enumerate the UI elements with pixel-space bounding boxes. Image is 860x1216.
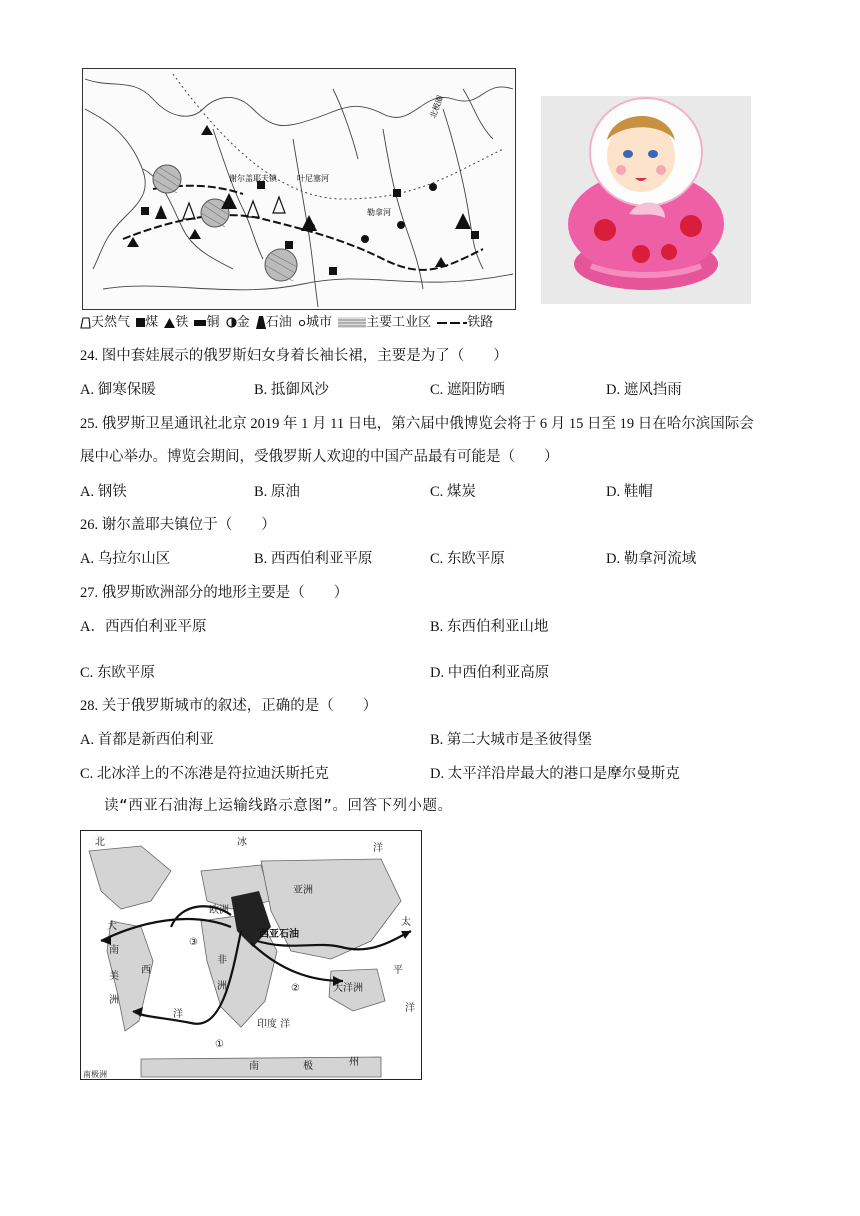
label-ice: 冰 [237, 837, 247, 848]
antarctica-shape [141, 1057, 381, 1077]
q27-option-c[interactable]: C. 东欧平原 [80, 665, 155, 681]
q24-option-c[interactable]: C. 遮阳防晒 [430, 382, 505, 398]
legend-item-railway: 铁路 [437, 315, 493, 330]
legend-item-coal: 煤 [136, 315, 162, 330]
label-yang1: 洋 [173, 1009, 183, 1020]
label-ant1: 南 [249, 1061, 259, 1072]
q26-option-c[interactable]: C. 东欧平原 [430, 551, 505, 567]
label-route-2: ② [291, 983, 300, 994]
label-tai: 太 [401, 917, 411, 928]
legend-item-industry: 主要工业区 [338, 315, 435, 330]
label-europe: 欧洲 [209, 905, 229, 916]
coal-icon [136, 318, 145, 327]
q25-option-d[interactable]: D. 鞋帽 [606, 484, 653, 500]
matryoshka-doll-photo [541, 96, 751, 304]
gold-icon [226, 317, 237, 328]
north-america-shape [89, 846, 171, 909]
q26-option-a[interactable]: A. 乌拉尔山区 [80, 551, 171, 567]
river-label-2: 勒拿河 [367, 208, 391, 217]
q27-option-a[interactable]: A．西西伯利亚平原 [80, 619, 207, 635]
label-xi: 西 [141, 965, 151, 976]
oil-route-map-svg [81, 831, 421, 1079]
q24-option-a[interactable]: A. 御寒保暖 [80, 382, 156, 398]
label-yang2: 洋 [405, 1003, 415, 1014]
q24-option-d[interactable]: D. 遮风挡雨 [606, 382, 682, 398]
copper-icon [194, 320, 206, 326]
q28-option-c[interactable]: C. 北冰洋上的不冻港是符拉迪沃斯托克 [80, 766, 329, 782]
label-indian: 印度 洋 [257, 1019, 291, 1030]
label-ping: 平 [393, 965, 403, 976]
label-sa1: 南 [109, 945, 119, 956]
q26-option-b[interactable]: B. 西西伯利亚平原 [254, 551, 373, 567]
gas-icon [80, 317, 91, 329]
label-africa1: 非 [217, 955, 227, 966]
label-corner: 南极洲 [83, 1070, 107, 1079]
label-north: 北 [95, 837, 105, 848]
railway-icon [437, 319, 467, 327]
legend-item-copper: 铜 [194, 315, 223, 330]
label-oil: 西亚石油 [259, 929, 299, 940]
legend-item-oil: 石油 [256, 315, 296, 330]
q28-option-d[interactable]: D. 太平洋沿岸最大的港口是摩尔曼斯克 [430, 766, 680, 782]
label-route-1: ① [215, 1039, 224, 1050]
oil-icon [256, 316, 266, 329]
label-ant2: 极 [303, 1061, 313, 1072]
q24-option-b[interactable]: B. 抵御风沙 [254, 382, 329, 398]
map-legend [80, 311, 495, 330]
label-oceania: 大洋洲 [333, 983, 363, 994]
label-africa2: 洲 [217, 981, 227, 992]
legend-item-iron: 铁 [164, 315, 192, 330]
legend-item-gold: 金 [226, 315, 254, 330]
q26-option-d[interactable]: D. 勒拿河流域 [606, 551, 697, 567]
industry-icon [338, 317, 366, 328]
city-icon [298, 319, 306, 327]
city-label-1: 谢尔盖耶夫镇 [229, 174, 277, 183]
label-sa2: 美 [109, 971, 119, 982]
label-sa3: 洲 [109, 995, 119, 1006]
q25-option-b[interactable]: B. 原油 [254, 484, 300, 500]
legend-item-city: 城市 [298, 315, 336, 330]
q28-option-a[interactable]: A. 首都是新西伯利亚 [80, 732, 214, 748]
label-route-3: ③ [189, 937, 198, 948]
river-label-1: 叶尼塞河 [297, 174, 329, 183]
label-ant3: 州 [349, 1057, 359, 1068]
q25-option-c[interactable]: C. 煤炭 [430, 484, 476, 500]
question-25-stem-line2: 展中心举办。博览会期间，受俄罗斯人欢迎的中国产品最有可能是（ ） [80, 449, 559, 465]
q28-option-b[interactable]: B. 第二大城市是圣彼得堡 [430, 732, 592, 748]
arctic-label: 北极圈 [428, 94, 446, 120]
matryoshka-doll-icon [541, 96, 751, 304]
q27-option-d[interactable]: D. 中西伯利亚高原 [430, 665, 550, 681]
question-28-stem: 28. 关于俄罗斯城市的叙述，正确的是（ ） [80, 698, 378, 714]
question-26-stem: 26. 谢尔盖耶夫镇位于（ ） [80, 517, 276, 533]
legend-item-gas: 天然气 [80, 315, 134, 330]
russia-resource-map [82, 68, 516, 310]
oil-route-map [80, 830, 422, 1080]
label-asia: 亚洲 [293, 885, 313, 896]
label-ocean-n: 洋 [373, 843, 383, 854]
map-intro-text: 读“西亚石油海上运输线路示意图”。回答下列小题。 [104, 798, 453, 814]
q27-option-b[interactable]: B. 东西伯利亚山地 [430, 619, 549, 635]
question-27-stem: 27. 俄罗斯欧洲部分的地形主要是（ ） [80, 585, 349, 601]
iron-icon [164, 318, 175, 328]
asia-shape [261, 859, 401, 959]
label-da: 大 [107, 921, 117, 932]
question-25-stem: 25. 俄罗斯卫星通讯社北京 2019 年 1 月 11 日电，第六届中俄博览会将于 6 月 15 日至 19 日在哈尔滨国际会 [80, 416, 754, 432]
russia-map-svg [83, 69, 515, 309]
question-24-stem: 24. 图中套娃展示的俄罗斯妇女身着长袖长裙，主要是为了（ ） [80, 348, 508, 364]
q25-option-a[interactable]: A. 钢铁 [80, 484, 127, 500]
